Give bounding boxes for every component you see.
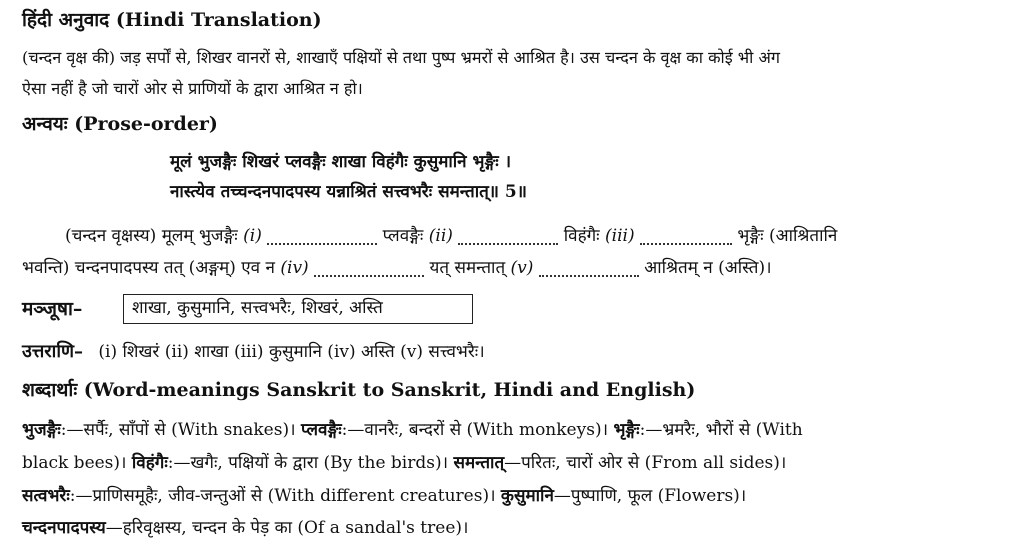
fill-text: (चन्दन वृक्षस्य) मूलम् भुजङ्गैः	[65, 226, 238, 246]
answers-label: उत्तराणि–	[22, 341, 84, 362]
manjusha-word-box	[123, 294, 473, 324]
blank-line	[314, 261, 424, 277]
fill-text: विहंगैः	[563, 226, 600, 246]
verse-line-2: नास्त्येव तच्चन्दनपादपस्य यन्नाश्रितं सत्त्वभरैः समन्तात्॥ 5॥	[170, 182, 527, 202]
meaning-def: :—सर्पैः, साँपों से (With snakes)।	[60, 420, 296, 440]
blank-line	[539, 261, 639, 277]
blank-marker-iii: (iii)	[605, 226, 635, 246]
fill-blank-line-2	[22, 256, 772, 280]
meaning-def: :—प्राणिसमूहैः, जीव-जन्तुओं से (With different creatures)।	[69, 486, 496, 506]
term-plavangaih: प्लवङ्गैः	[300, 420, 342, 440]
term-bhujangaih: भुजङ्गैः	[22, 420, 61, 440]
answers-text: (i) शिखरं (ii) शाखा (iii) कुसुमानि (iv) अस्ति (v) सत्त्वभरैः।	[98, 342, 485, 362]
blank-line	[458, 229, 558, 245]
blank-line	[267, 229, 377, 245]
blank-line	[640, 229, 732, 245]
meaning-line-4	[22, 516, 468, 540]
blank-marker-i: (i)	[243, 226, 262, 246]
meaning-line-3	[22, 484, 746, 508]
meaning-def: —पुष्पाणि, फूल (Flowers)।	[553, 486, 747, 506]
translation-line-2: ऐसा नहीं है जो चारों ओर से प्राणियों के द्वारा आश्रित न हो।	[22, 79, 363, 98]
fill-text: आश्रितम् न (अस्ति)।	[644, 258, 772, 278]
blank-marker-iv: (iv)	[280, 258, 309, 278]
heading-hindi-translation: हिंदी अनुवाद (Hindi Translation)	[22, 9, 322, 31]
blank-marker-v: (v)	[510, 258, 534, 278]
manjusha-words: शाखा, कुसुमानि, सत्त्वभरैः, शिखरं, अस्ति	[132, 298, 383, 318]
fill-text: यत् समन्तात्	[429, 258, 506, 278]
fill-text: भृङ्गैः (आश्रितानि	[737, 226, 838, 246]
blank-marker-ii: (ii)	[428, 226, 453, 246]
meaning-line-2	[22, 451, 786, 475]
meaning-def: —हरिवृक्षस्य, चन्दन के पेड़ का (Of a sandal's tree)।	[105, 518, 469, 538]
term-chandanapadapasya: चन्दनपादपस्य	[22, 518, 106, 538]
meaning-def: black bees)।	[22, 453, 127, 473]
fill-blank-line-1	[65, 224, 837, 248]
verse-line-1: मूलं भुजङ्गैः शिखरं प्लवङ्गैः शाखा विहंगैः कुसुमानि भृङ्गैः ।	[170, 152, 512, 172]
fill-text: भवन्ति) चन्दनपादपस्य तत् (अङ्गम्) एव न	[22, 258, 275, 278]
fill-text: प्लवङ्गैः	[382, 226, 424, 246]
meaning-def: —परितः, चारों ओर से (From all sides)।	[504, 453, 787, 473]
meaning-def: :—खगैः, पक्षियों के द्वारा (By the birds)।	[167, 453, 449, 473]
heading-prose-order: अन्वयः (Prose-order)	[22, 113, 218, 135]
term-samantat: समन्तात्	[453, 453, 505, 473]
term-satvabharaih: सत्वभरैः	[22, 486, 70, 506]
heading-word-meanings: शब्दार्थाः (Word-meanings Sanskrit to Sanskrit, Hindi and English)	[22, 379, 696, 401]
manjusha-label: मञ्जूषा–	[22, 298, 83, 320]
meaning-line-1	[22, 418, 803, 442]
term-vihangaih: विहंगैः	[131, 453, 168, 473]
answers-line	[22, 340, 485, 364]
term-bhrangaih: भृङ्गैः	[613, 420, 640, 440]
term-kusumani: कुसुमानि	[500, 486, 554, 506]
translation-line-1: (चन्दन वृक्ष की) जड़ सर्पों से, शिखर वानरों से, शाखाएँ पक्षियों से तथा पुष्प भ्रमरों से आश्रित है। उस चन्दन के वृक्ष का कोई भी अंग	[22, 48, 780, 67]
meaning-def: :—वानरैः, बन्दरों से (With monkeys)।	[341, 420, 609, 440]
meaning-def: :—भ्रमरैः, भौरों से (With	[639, 420, 803, 440]
